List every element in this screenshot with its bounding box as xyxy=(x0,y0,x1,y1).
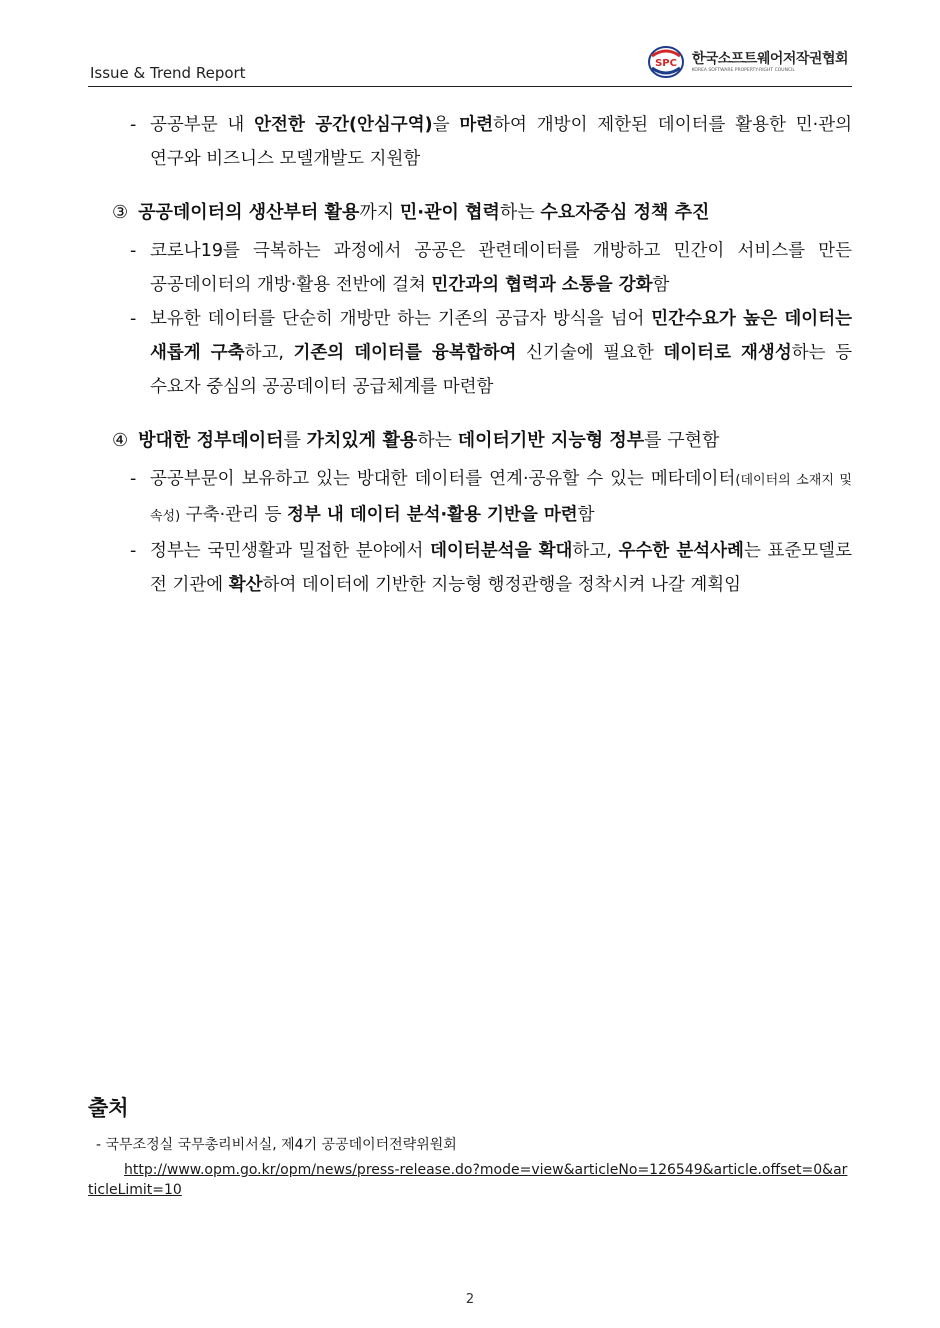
item-text xyxy=(150,469,852,525)
list-item: - 정부는 국민생활과 밀접한 분야에서 데이터분석을 확대하고, 우수한 분석사례는 표준모델로 전 기관에 확산하여 데이터에 기반한 지능형 행정관행을 정착시켜 나갈 계획임 xyxy=(130,541,852,595)
sources-section xyxy=(88,1092,852,1200)
bold-text-run: 기존의 데이터를 융복합하여 xyxy=(293,343,517,363)
svg-text:SPC: SPC xyxy=(654,58,677,69)
bold-text-run: 방대한 정부데이터 xyxy=(138,430,284,451)
text-run: 공공부문 내 xyxy=(150,115,255,135)
source-item: - 국무조정실 국무총리비서실, 제4기 공공데이터전략위원회 xyxy=(96,1137,457,1153)
bold-text-run: 수요자중심 정책 추진 xyxy=(540,202,710,223)
bold-text-run: 데이터로 재생성 xyxy=(663,343,792,363)
main-content xyxy=(112,108,852,602)
bold-text-run: 가치있게 활용 xyxy=(306,430,418,451)
association-logo xyxy=(646,44,848,80)
text-run: 코로나19를 극복하는 과정에서 공공은 관련데이터를 개방하고 민간이 서비스를 만든 공공데이터의 개방·활용 전반에 걸쳐 xyxy=(150,241,852,295)
section-number: ③ xyxy=(112,202,129,223)
text-run: 하는 xyxy=(499,202,541,223)
text-run: 까지 xyxy=(359,202,400,223)
item-text xyxy=(150,309,852,397)
page-header xyxy=(88,42,852,87)
bold-text-run: 확산 xyxy=(228,575,263,595)
text-run: 하여 개방이 제한된 데이터를 활용한 민·관의 연구와 비즈니스 모델개발도 지원함 xyxy=(150,115,853,169)
bold-text-run: 데이터분석을 확대 xyxy=(430,541,573,561)
text-run: 하여 데이터에 기반한 지능형 행정관행을 정착시켜 나갈 계획임 xyxy=(262,575,742,595)
sources-title: 출처 xyxy=(88,1096,129,1120)
text-run: 함 xyxy=(652,275,670,295)
logo-text: 한국소프트웨어저작권협회 xyxy=(691,51,848,67)
text-run: 함 xyxy=(577,505,595,525)
bold-text-run: 민간수요가 높은 데이터는 새롭게 구축 xyxy=(150,309,852,363)
bold-text-run: 우수한 분석사례 xyxy=(618,541,744,561)
text-run: 하는 등 수요자 중심의 공공데이터 공급체계를 마련함 xyxy=(150,343,852,397)
text-run: 을 xyxy=(432,115,460,135)
text-run: 구축·관리 등 xyxy=(180,505,287,525)
list-item: - 공공부문이 보유하고 있는 방대한 데이터를 연계·공유할 수 있는 메타데이터(데이터의 소재지 및 속성) 구축·관리 등 정부 내 데이터 분석·활용 기반을 마련함 xyxy=(130,469,852,525)
text-run: 하고, xyxy=(572,541,619,561)
text-run: 공공부문이 보유하고 있는 방대한 데이터를 연계·공유할 수 있는 메타데이터 xyxy=(150,469,736,489)
list-item: - 보유한 데이터를 단순히 개방만 하는 기존의 공급자 방식을 넘어 민간수요가 높은 데이터는 새롭게 구축하고, 기존의 데이터를 융복합하여 신기술에 필요한 데이터로 재생성하는 등 수요자 중심의 공공데이터 공급체계를 마련함 xyxy=(130,309,852,397)
item-text xyxy=(150,241,852,295)
list-item: - 코로나19를 극복하는 과정에서 공공은 관련데이터를 개방하고 민간이 서비스를 만든 공공데이터의 개방·활용 전반에 걸쳐 민간과의 협력과 소통을 강화함 xyxy=(130,241,852,295)
sections xyxy=(112,198,852,602)
list-item: - 공공부문 내 안전한 공간(안심구역)을 마련하여 개방이 제한된 데이터를 활용한 민·관의 연구와 비즈니스 모델개발도 지원함 xyxy=(130,115,853,169)
bold-text-run: 정부 내 데이터 분석·활용 기반을 마련 xyxy=(286,505,578,525)
text-run: 를 xyxy=(283,430,307,451)
section-heading xyxy=(112,198,852,228)
bold-text-run: 민·관이 협력 xyxy=(399,202,500,223)
spc-logo-icon xyxy=(646,44,686,80)
text-run: 하고, xyxy=(244,343,294,363)
item-text xyxy=(150,115,852,169)
bold-text-run: 마련 xyxy=(459,115,494,135)
bold-text-run: 안전한 공간(안심구역) xyxy=(254,115,433,135)
section-number: ④ xyxy=(112,430,129,451)
section-heading xyxy=(112,426,852,456)
bold-text-run: 데이터기반 지능형 정부 xyxy=(457,430,645,451)
text-run: (데이터의 소재지 및 속성) xyxy=(150,473,852,524)
page-number: 2 xyxy=(465,1292,475,1307)
text-run: 는 표준모델로 전 기관에 xyxy=(150,541,852,595)
text-run: 를 구현함 xyxy=(644,430,720,451)
text-run: 보유한 데이터를 단순히 개방만 하는 기존의 공급자 방식을 넘어 xyxy=(150,309,652,329)
report-title: Issue & Trend Report xyxy=(90,64,246,82)
source-link[interactable]: http://www.opm.go.kr/opm/news/press-release.do?mode=view&articleNo=126549&article.offset=0&articleLimit=10 xyxy=(88,1162,848,1198)
bold-text-run: 공공데이터의 생산부터 활용 xyxy=(138,202,360,223)
bold-text-run: 민간과의 협력과 소통을 강화 xyxy=(431,275,653,295)
text-run: 정부는 국민생활과 밀접한 분야에서 xyxy=(150,541,431,561)
text-run: 신기술에 필요한 xyxy=(516,343,664,363)
logo-subtext: KOREA SOFTWARE PROPERTY-RIGHT COUNCIL xyxy=(691,68,795,73)
item-text xyxy=(150,541,852,595)
text-run: 하는 xyxy=(417,430,458,451)
